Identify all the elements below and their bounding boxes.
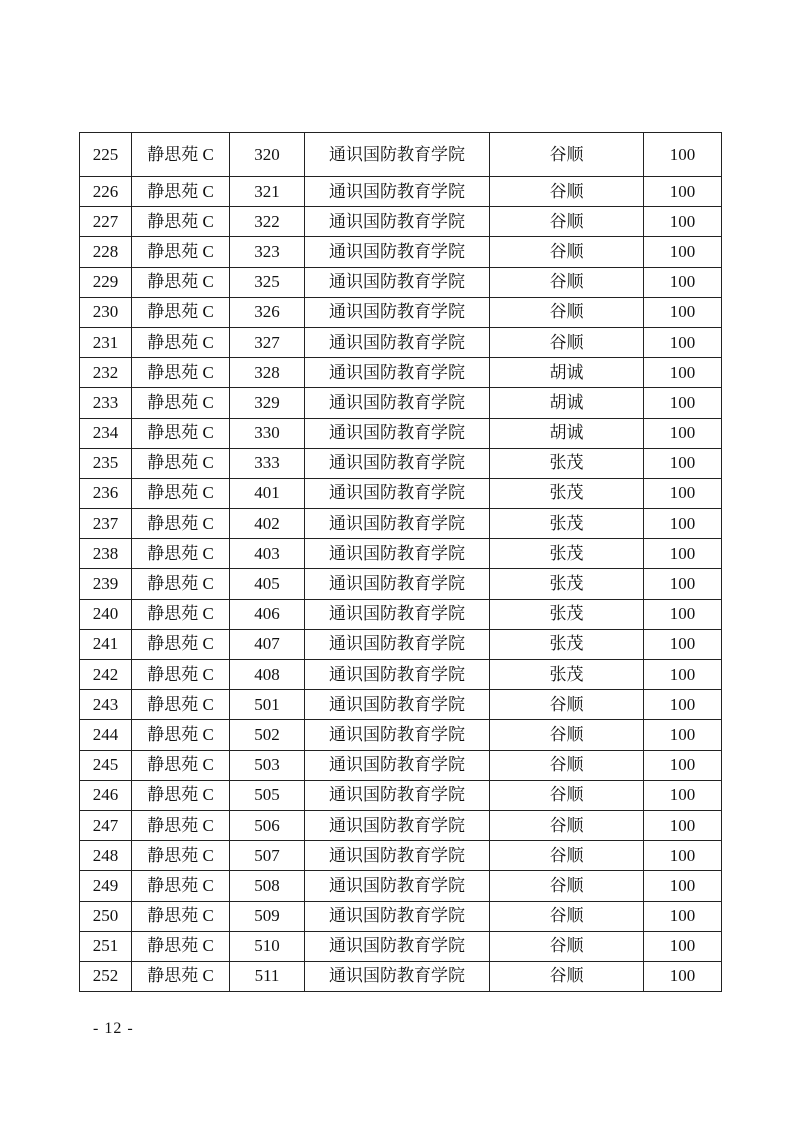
dormitory-score-table [79,132,722,992]
responsible-person-cell: 谷顺 [490,901,644,931]
score-cell: 100 [644,478,722,508]
room-number-cell: 407 [230,629,305,659]
table-row [80,358,722,388]
score-cell: 100 [644,961,722,991]
room-number-cell: 502 [230,720,305,750]
score-cell: 100 [644,237,722,267]
building-cell: 静思苑 C [132,327,230,357]
score-cell: 100 [644,509,722,539]
score-cell: 100 [644,720,722,750]
responsible-person-cell: 谷顺 [490,871,644,901]
room-number-cell: 322 [230,207,305,237]
row-number-cell: 225 [80,133,132,177]
college-cell: 通识国防教育学院 [305,297,490,327]
row-number-cell: 243 [80,690,132,720]
college-cell: 通识国防教育学院 [305,478,490,508]
room-number-cell: 510 [230,931,305,961]
college-cell: 通识国防教育学院 [305,177,490,207]
table-row [80,418,722,448]
responsible-person-cell: 谷顺 [490,810,644,840]
room-number-cell: 323 [230,237,305,267]
row-number-cell: 251 [80,931,132,961]
college-cell: 通识国防教育学院 [305,780,490,810]
table-row [80,133,722,177]
building-cell: 静思苑 C [132,418,230,448]
row-number-cell: 241 [80,629,132,659]
table-row [80,599,722,629]
college-cell: 通识国防教育学院 [305,509,490,539]
college-cell: 通识国防教育学院 [305,327,490,357]
building-cell: 静思苑 C [132,358,230,388]
responsible-person-cell: 张茂 [490,599,644,629]
college-cell: 通识国防教育学院 [305,690,490,720]
building-cell: 静思苑 C [132,133,230,177]
table-row [80,297,722,327]
row-number-cell: 239 [80,569,132,599]
row-number-cell: 248 [80,841,132,871]
responsible-person-cell: 谷顺 [490,267,644,297]
score-cell: 100 [644,750,722,780]
responsible-person-cell: 谷顺 [490,720,644,750]
college-cell: 通识国防教育学院 [305,961,490,991]
responsible-person-cell: 张茂 [490,539,644,569]
responsible-person-cell: 谷顺 [490,690,644,720]
table-row [80,478,722,508]
row-number-cell: 240 [80,599,132,629]
room-number-cell: 405 [230,569,305,599]
college-cell: 通识国防教育学院 [305,237,490,267]
table-row [80,810,722,840]
responsible-person-cell: 张茂 [490,478,644,508]
room-number-cell: 401 [230,478,305,508]
table-row [80,237,722,267]
room-number-cell: 402 [230,509,305,539]
score-cell: 100 [644,780,722,810]
building-cell: 静思苑 C [132,961,230,991]
table-row [80,448,722,478]
table-body [80,133,722,992]
table-row [80,660,722,690]
score-cell: 100 [644,810,722,840]
score-cell: 100 [644,207,722,237]
responsible-person-cell: 张茂 [490,448,644,478]
table-row [80,841,722,871]
score-cell: 100 [644,539,722,569]
responsible-person-cell: 张茂 [490,629,644,659]
building-cell: 静思苑 C [132,720,230,750]
building-cell: 静思苑 C [132,780,230,810]
college-cell: 通识国防教育学院 [305,871,490,901]
responsible-person-cell: 胡诚 [490,388,644,418]
building-cell: 静思苑 C [132,931,230,961]
row-number-cell: 242 [80,660,132,690]
college-cell: 通识国防教育学院 [305,931,490,961]
building-cell: 静思苑 C [132,177,230,207]
responsible-person-cell: 胡诚 [490,418,644,448]
table-row [80,207,722,237]
row-number-cell: 250 [80,901,132,931]
building-cell: 静思苑 C [132,297,230,327]
row-number-cell: 234 [80,418,132,448]
row-number-cell: 233 [80,388,132,418]
responsible-person-cell: 谷顺 [490,207,644,237]
college-cell: 通识国防教育学院 [305,750,490,780]
row-number-cell: 252 [80,961,132,991]
college-cell: 通识国防教育学院 [305,388,490,418]
row-number-cell: 236 [80,478,132,508]
row-number-cell: 231 [80,327,132,357]
room-number-cell: 330 [230,418,305,448]
table-row [80,388,722,418]
room-number-cell: 501 [230,690,305,720]
row-number-cell: 226 [80,177,132,207]
score-cell: 100 [644,327,722,357]
score-cell: 100 [644,690,722,720]
responsible-person-cell: 谷顺 [490,177,644,207]
table-row [80,931,722,961]
table-row [80,539,722,569]
room-number-cell: 509 [230,901,305,931]
building-cell: 静思苑 C [132,901,230,931]
college-cell: 通识国防教育学院 [305,901,490,931]
score-cell: 100 [644,871,722,901]
row-number-cell: 247 [80,810,132,840]
responsible-person-cell: 谷顺 [490,961,644,991]
room-number-cell: 329 [230,388,305,418]
room-number-cell: 503 [230,750,305,780]
college-cell: 通识国防教育学院 [305,358,490,388]
responsible-person-cell: 张茂 [490,660,644,690]
score-cell: 100 [644,901,722,931]
room-number-cell: 321 [230,177,305,207]
row-number-cell: 232 [80,358,132,388]
room-number-cell: 505 [230,780,305,810]
row-number-cell: 246 [80,780,132,810]
college-cell: 通识国防教育学院 [305,267,490,297]
room-number-cell: 406 [230,599,305,629]
building-cell: 静思苑 C [132,690,230,720]
score-cell: 100 [644,599,722,629]
room-number-cell: 507 [230,841,305,871]
score-cell: 100 [644,388,722,418]
college-cell: 通识国防教育学院 [305,841,490,871]
table-row [80,750,722,780]
score-cell: 100 [644,448,722,478]
score-cell: 100 [644,418,722,448]
responsible-person-cell: 张茂 [490,569,644,599]
table-row [80,720,722,750]
college-cell: 通识国防教育学院 [305,448,490,478]
building-cell: 静思苑 C [132,629,230,659]
table-row [80,961,722,991]
table-row [80,901,722,931]
room-number-cell: 403 [230,539,305,569]
college-cell: 通识国防教育学院 [305,660,490,690]
building-cell: 静思苑 C [132,478,230,508]
college-cell: 通识国防教育学院 [305,629,490,659]
responsible-person-cell: 谷顺 [490,297,644,327]
table-row [80,690,722,720]
row-number-cell: 238 [80,539,132,569]
room-number-cell: 327 [230,327,305,357]
college-cell: 通识国防教育学院 [305,569,490,599]
college-cell: 通识国防教育学院 [305,418,490,448]
responsible-person-cell: 谷顺 [490,841,644,871]
building-cell: 静思苑 C [132,509,230,539]
room-number-cell: 508 [230,871,305,901]
building-cell: 静思苑 C [132,207,230,237]
building-cell: 静思苑 C [132,871,230,901]
score-cell: 100 [644,841,722,871]
room-number-cell: 506 [230,810,305,840]
building-cell: 静思苑 C [132,750,230,780]
responsible-person-cell: 胡诚 [490,358,644,388]
row-number-cell: 245 [80,750,132,780]
score-cell: 100 [644,660,722,690]
score-cell: 100 [644,629,722,659]
responsible-person-cell: 张茂 [490,509,644,539]
row-number-cell: 237 [80,509,132,539]
row-number-cell: 235 [80,448,132,478]
college-cell: 通识国防教育学院 [305,133,490,177]
responsible-person-cell: 谷顺 [490,237,644,267]
responsible-person-cell: 谷顺 [490,931,644,961]
college-cell: 通识国防教育学院 [305,810,490,840]
responsible-person-cell: 谷顺 [490,750,644,780]
table-row [80,267,722,297]
table-row [80,871,722,901]
room-number-cell: 326 [230,297,305,327]
college-cell: 通识国防教育学院 [305,539,490,569]
score-cell: 100 [644,931,722,961]
score-cell: 100 [644,297,722,327]
college-cell: 通识国防教育学院 [305,599,490,629]
score-cell: 100 [644,133,722,177]
building-cell: 静思苑 C [132,599,230,629]
room-number-cell: 325 [230,267,305,297]
score-cell: 100 [644,177,722,207]
college-cell: 通识国防教育学院 [305,720,490,750]
responsible-person-cell: 谷顺 [490,133,644,177]
score-cell: 100 [644,358,722,388]
score-cell: 100 [644,569,722,599]
responsible-person-cell: 谷顺 [490,327,644,357]
row-number-cell: 228 [80,237,132,267]
row-number-cell: 227 [80,207,132,237]
building-cell: 静思苑 C [132,388,230,418]
building-cell: 静思苑 C [132,448,230,478]
page-number: - 12 - [93,1020,134,1037]
college-cell: 通识国防教育学院 [305,207,490,237]
row-number-cell: 230 [80,297,132,327]
building-cell: 静思苑 C [132,810,230,840]
room-number-cell: 408 [230,660,305,690]
room-number-cell: 328 [230,358,305,388]
building-cell: 静思苑 C [132,267,230,297]
table-row [80,629,722,659]
responsible-person-cell: 谷顺 [490,780,644,810]
building-cell: 静思苑 C [132,237,230,267]
room-number-cell: 320 [230,133,305,177]
score-cell: 100 [644,267,722,297]
table-row [80,327,722,357]
table-row [80,509,722,539]
table-row [80,569,722,599]
room-number-cell: 511 [230,961,305,991]
building-cell: 静思苑 C [132,660,230,690]
table-row [80,177,722,207]
table-row [80,780,722,810]
row-number-cell: 249 [80,871,132,901]
row-number-cell: 229 [80,267,132,297]
building-cell: 静思苑 C [132,841,230,871]
building-cell: 静思苑 C [132,539,230,569]
room-number-cell: 333 [230,448,305,478]
building-cell: 静思苑 C [132,569,230,599]
row-number-cell: 244 [80,720,132,750]
